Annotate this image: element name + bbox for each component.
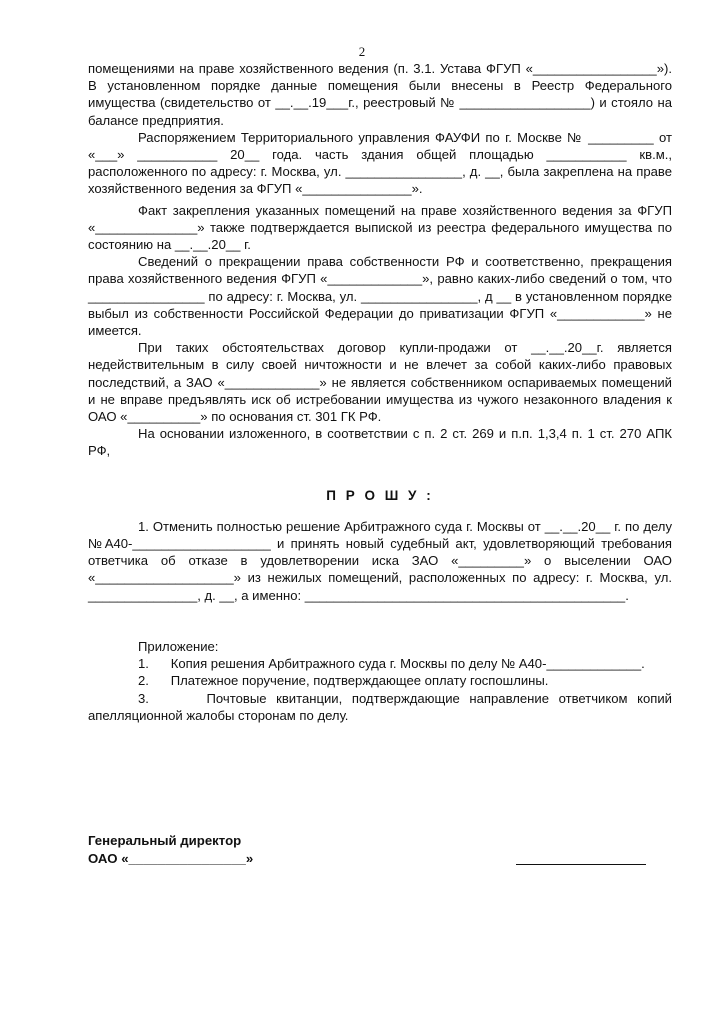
attachment-number: 1. — [138, 656, 149, 672]
signatory-organization: ОАО «________________» — [88, 851, 254, 866]
page-number: 2 — [358, 44, 366, 59]
paragraph: Факт закрепления указанных помещений на праве хозяйственного ведения за ФГУП «______________» также подтверждается выпиской из реестра федерального имущества по состоянию на __.__.20__ г. — [88, 202, 672, 253]
attachment-item — [88, 655, 672, 672]
attachments-title: Приложение: — [138, 638, 219, 654]
attachment-item — [88, 690, 672, 724]
attachment-number: 3. — [138, 690, 149, 706]
paragraph: помещениями на праве хозяйственного ведения (п. 3.1. Устава ФГУП «_________________»). В установленном порядке данные помещения были внесены в Реестр Федерального имущества (свидетельство от __.__.19___г., реестровый № __________________) и стояло на балансе предприятия. — [88, 61, 672, 128]
attachment-text: Почтовые квитанции, подтверждающие направление ответчиком копий апелляционной жалобы сторонам по делу. — [88, 690, 672, 723]
request-item: 1. Отменить полностью решение Арбитражного суда г. Москвы от __.__.20__ г. по делу №А40-___________________ и принять новый судебный акт, удовлетворяющий требования ответчика об отказе в удовлетворении иска ЗАО «_________» о выселении ОАО «___________________» из нежилых помещений, расположенных по адресу: г. Москва, ул. _______________, д. __, а именно: ____________________________________________. — [88, 518, 672, 603]
paragraph: При таких обстоятельствах договор купли-продажи от __.__.20__г. является недействительным в силу своей ничтожности и не влечет за собой каких-либо правовых последствий, а ЗАО «_____________» не является собственником оспариваемых помещений и не вправе предъявлять иск об истребовании имущества из чужого незаконного владения к ОАО «__________» по основания ст. 301 ГК РФ. — [88, 340, 672, 425]
request-title: П Р О Ш У : — [326, 487, 434, 503]
signature-block — [88, 832, 672, 868]
document-body — [88, 60, 672, 724]
paragraph: На основании изложенного, в соответствии с п. 2 ст. 269 и п.п. 1,3,4 п. 1 ст. 270 АПК РФ, — [88, 426, 672, 459]
attachment-number: 2. — [138, 673, 149, 689]
attachment-text: Платежное поручение, подтверждающее оплату госпошлины. — [170, 673, 549, 689]
paragraph: Распоряжением Территориального управления ФАУФИ по г. Москве № _________ от «___» ___________ 20__ года. часть здания общей площадью ___________ кв.м., расположенного по адресу: г. Москва, ул. ________________, д. __, была закреплена на праве хозяйственного ведения за ФГУП «_______________». — [88, 129, 672, 197]
attachment-item — [88, 672, 672, 689]
signature-line — [516, 864, 646, 865]
signatory-position: Генеральный директор — [88, 833, 242, 848]
paragraph: Сведений о прекращении права собственности РФ и соответственно, прекращения права хозяйственного ведения ФГУП «_____________», равно каких-либо сведений о том, что ________________ по адресу: г. Москва, ул. ________________, д __ в установленном порядке выбыл из собственности Российской Федерации до приватизации ФГУП «____________» не имеется. — [88, 254, 672, 339]
attachment-text: Копия решения Арбитражного суда г. Москвы по делу № А40-_____________. — [170, 656, 645, 672]
